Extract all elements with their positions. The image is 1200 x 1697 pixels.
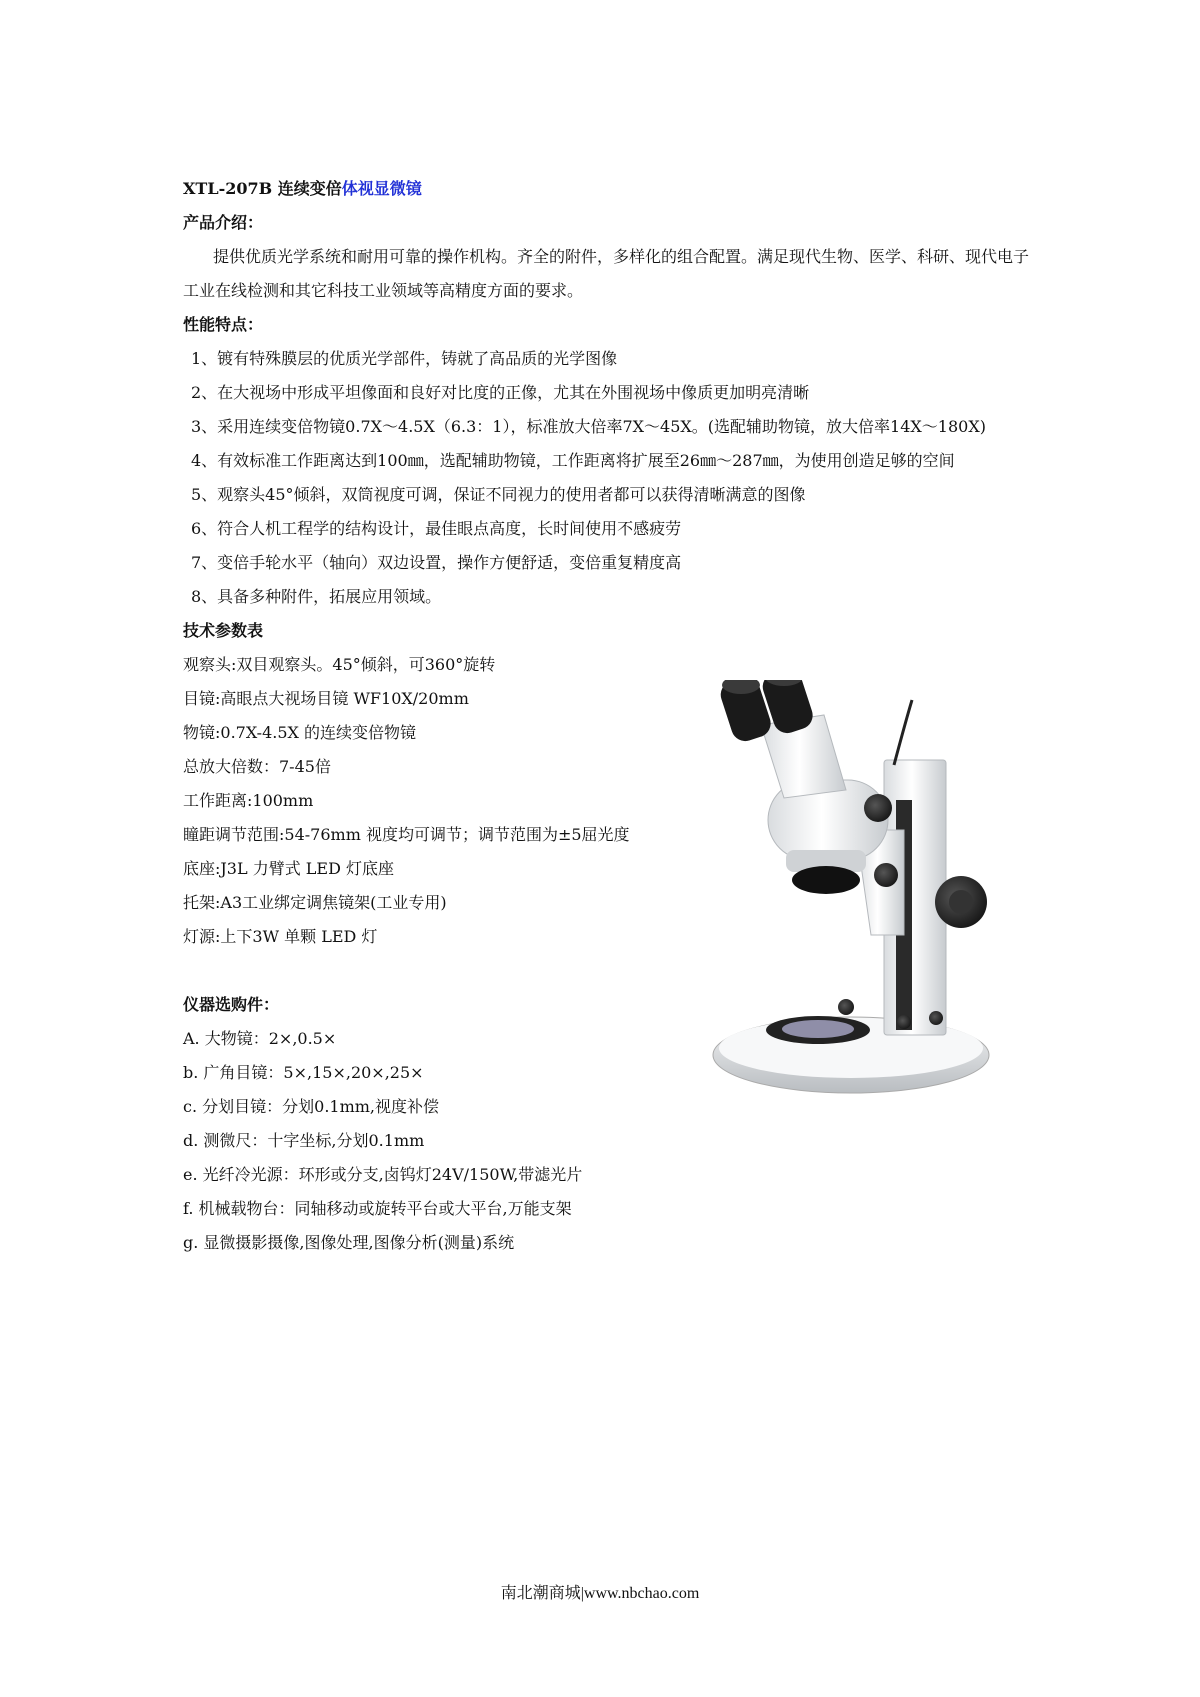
spec-item: 目镜:高眼点大视场目镜 WF10X/20mm xyxy=(183,689,469,708)
spec-item: 物镜:0.7X-4.5X 的连续变倍物镜 xyxy=(183,723,416,742)
accessory-item: A. 大物镜：2×,0.5× xyxy=(183,1029,337,1048)
microscope-image xyxy=(706,680,996,1100)
feature-item: 7、变倍手轮水平（轴向）双边设置，操作方便舒适，变倍重复精度高 xyxy=(191,553,682,572)
title-link[interactable]: 体视显微镜 xyxy=(341,179,422,198)
spec-item: 瞳距调节范围:54-76mm 视度均可调节；调节范围为±5屈光度 xyxy=(183,825,630,844)
feature-item: 6、符合人机工程学的结构设计，最佳眼点高度，长时间使用不感疲劳 xyxy=(191,519,682,538)
accessory-item: f. 机械载物台：同轴移动或旋转平台或大平台,万能支架 xyxy=(183,1199,572,1218)
intro-text: 提供优质光学系统和耐用可靠的操作机构。齐全的附件，多样化的组合配置。满足现代生物、医学、科研、现代电子工业在线检测和其它科技工业领域等高精度方面的要求。 xyxy=(183,247,1030,300)
accessory-item: d. 测微尺：十字坐标,分划0.1mm xyxy=(183,1131,425,1150)
accessory-item: g. 显微摄影摄像,图像处理,图像分析(测量)系统 xyxy=(183,1233,515,1252)
accessory-item: b. 广角目镜：5×,15×,20×,25× xyxy=(183,1063,424,1082)
feature-item: 5、观察头45°倾斜，双筒视度可调，保证不同视力的使用者都可以获得清晰满意的图像 xyxy=(191,485,806,504)
specs-heading: 技术参数表 xyxy=(183,621,264,640)
spec-item: 托架:A3工业绑定调焦镜架(工业专用) xyxy=(183,893,447,912)
feature-item: 3、采用连续变倍物镜0.7X～4.5X（6.3：1），标准放大倍率7X～45X。(选配辅助物镜，放大倍率14X～180X) xyxy=(191,417,986,436)
accessory-item: e. 光纤冷光源：环形或分支,卤钨灯24V/150W,带滤光片 xyxy=(183,1165,583,1184)
feature-item: 2、在大视场中形成平坦像面和良好对比度的正像，尤其在外围视场中像质更加明亮清晰 xyxy=(191,383,810,402)
spec-item: 观察头:双目观察头。45°倾斜，可360°旋转 xyxy=(183,655,496,674)
features-heading: 性能特点： xyxy=(183,315,264,334)
feature-item: 1、镀有特殊膜层的优质光学部件，铸就了高品质的光学图像 xyxy=(191,349,618,368)
spec-item: 工作距离:100mm xyxy=(183,791,314,810)
footer-site-link[interactable]: 南北潮商城|www.nbchao.com xyxy=(500,1585,700,1602)
accessories-heading: 仪器选购件： xyxy=(183,995,280,1014)
spec-item: 灯源:上下3W 单颗 LED 灯 xyxy=(183,927,378,946)
product-title xyxy=(183,172,1033,206)
intro-heading: 产品介绍： xyxy=(183,213,264,232)
accessory-item: c. 分划目镜：分划0.1mm,视度补偿 xyxy=(183,1097,440,1116)
spec-item: 底座:J3L 力臂式 LED 灯底座 xyxy=(183,859,395,878)
feature-item: 8、具备多种附件，拓展应用领域。 xyxy=(191,587,442,606)
feature-item: 4、有效标准工作距离达到100㎜，选配辅助物镜，工作距离将扩展至26㎜～287㎜，为使用创造足够的空间 xyxy=(191,451,955,470)
title-prefix: XTL-207B 连续变倍 xyxy=(183,179,342,198)
spec-item: 总放大倍数：7-45倍 xyxy=(183,757,331,776)
